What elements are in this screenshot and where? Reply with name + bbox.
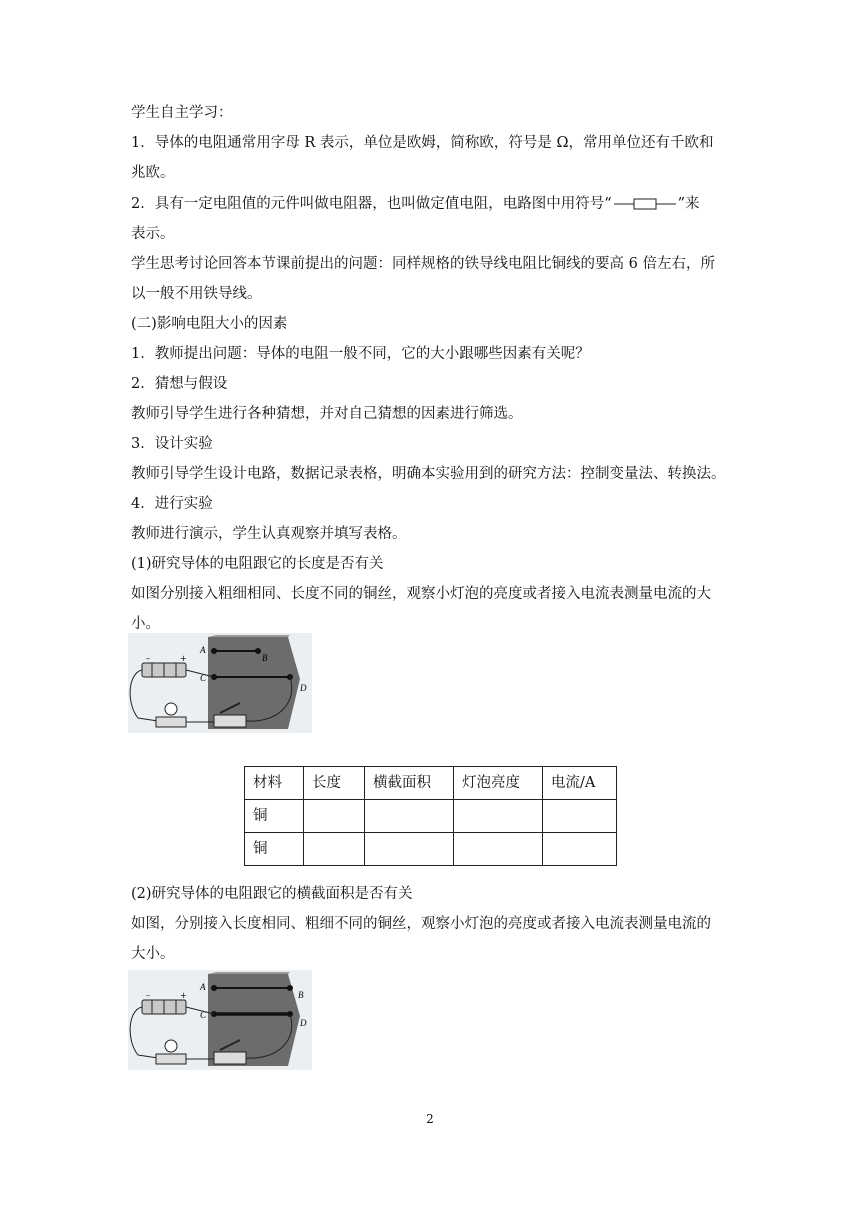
table-header-cell: 横截面积 — [365, 767, 454, 800]
paragraph-line: 教师引导学生进行各种猜想，并对自己猜想的因素进行筛选。 — [131, 406, 523, 422]
paragraph-line: 教师引导学生设计电路，数据记录表格，明确本实验用到的研究方法：控制变量法、转换法。 — [131, 466, 726, 482]
table-cell — [543, 833, 617, 866]
paragraph-line: 1．教师提出问题：导体的电阻一般不同，它的大小跟哪些因素有关呢？ — [131, 346, 590, 362]
table-cell — [304, 833, 365, 866]
section-intro: 学生自主学习： — [131, 105, 233, 121]
svg-text:+: + — [180, 991, 187, 1000]
paragraph-line: 兆欧。 — [131, 165, 175, 181]
table-cell — [454, 800, 543, 833]
table-row — [245, 833, 617, 866]
table-cell — [365, 833, 454, 866]
data-table-length — [244, 766, 617, 866]
circuit-figure-length — [128, 633, 312, 737]
table-cell: 铜 — [245, 833, 304, 866]
table-header-cell: 灯泡亮度 — [454, 767, 543, 800]
paragraph-text: ”来 — [677, 196, 700, 212]
circuit-figure-cross-section — [128, 970, 312, 1074]
label-a: A — [200, 982, 206, 992]
label-b: B — [262, 653, 268, 663]
paragraph-line: 如图，分别接入长度相同、粗细不同的铜丝，观察小灯泡的亮度或者接入电流表测量电流的 — [131, 916, 711, 932]
paragraph-line: 大小。 — [131, 946, 175, 962]
svg-text:–: – — [146, 991, 150, 1000]
table-header-row — [245, 767, 617, 800]
paragraph-line: 3．设计实验 — [131, 436, 213, 452]
paragraph-line: 1．导体的电阻通常用字母 R 表示，单位是欧姆，简称欧，符号是 Ω，常用单位还有千欧和 — [131, 135, 714, 151]
paragraph-line: 教师进行演示，学生认真观察并填写表格。 — [131, 526, 407, 542]
table-cell — [454, 833, 543, 866]
table-cell — [365, 800, 454, 833]
paragraph-line: (1)研究导体的电阻跟它的长度是否有关 — [131, 556, 384, 572]
label-d: D — [300, 683, 307, 693]
paragraph-line: 以一般不用铁导线。 — [131, 286, 262, 302]
label-a: A — [200, 645, 206, 655]
section-heading: (二)影响电阻大小的因素 — [131, 316, 288, 332]
paragraph-line: 4．进行实验 — [131, 496, 213, 512]
table-row — [245, 800, 617, 833]
paragraph-line: 学生思考讨论回答本节课前提出的问题：同样规格的铁导线电阻比铜线的要高 6 倍左右，所 — [131, 256, 715, 272]
table-cell — [304, 800, 365, 833]
table-header-cell: 电流/A — [543, 767, 617, 800]
paragraph-line: 如图分别接入粗细相同、长度不同的铜丝，观察小灯泡的亮度或者接入电流表测量电流的大 — [131, 586, 711, 602]
paragraph-line — [131, 194, 700, 214]
svg-text:+: + — [180, 654, 187, 663]
page-number: 2 — [426, 1112, 434, 1126]
resistor-symbol-icon — [614, 198, 676, 210]
paragraph-text: 2．具有一定电阻值的元件叫做电阻器，也叫做定值电阻，电路图中用符号“ — [131, 196, 612, 212]
paragraph-line: (2)研究导体的电阻跟它的横截面积是否有关 — [131, 886, 413, 902]
paragraph-line: 2．猜想与假设 — [131, 376, 228, 392]
svg-text:–: – — [146, 654, 150, 663]
table-header-cell: 材料 — [245, 767, 304, 800]
label-d: D — [300, 1018, 307, 1028]
paragraph-line: 表示。 — [131, 226, 175, 242]
paragraph-line: 小。 — [131, 616, 160, 632]
label-c: C — [200, 673, 207, 683]
label-c: C — [200, 1010, 207, 1020]
table-cell — [543, 800, 617, 833]
label-b: B — [298, 990, 304, 1000]
table-header-cell: 长度 — [304, 767, 365, 800]
table-cell: 铜 — [245, 800, 304, 833]
